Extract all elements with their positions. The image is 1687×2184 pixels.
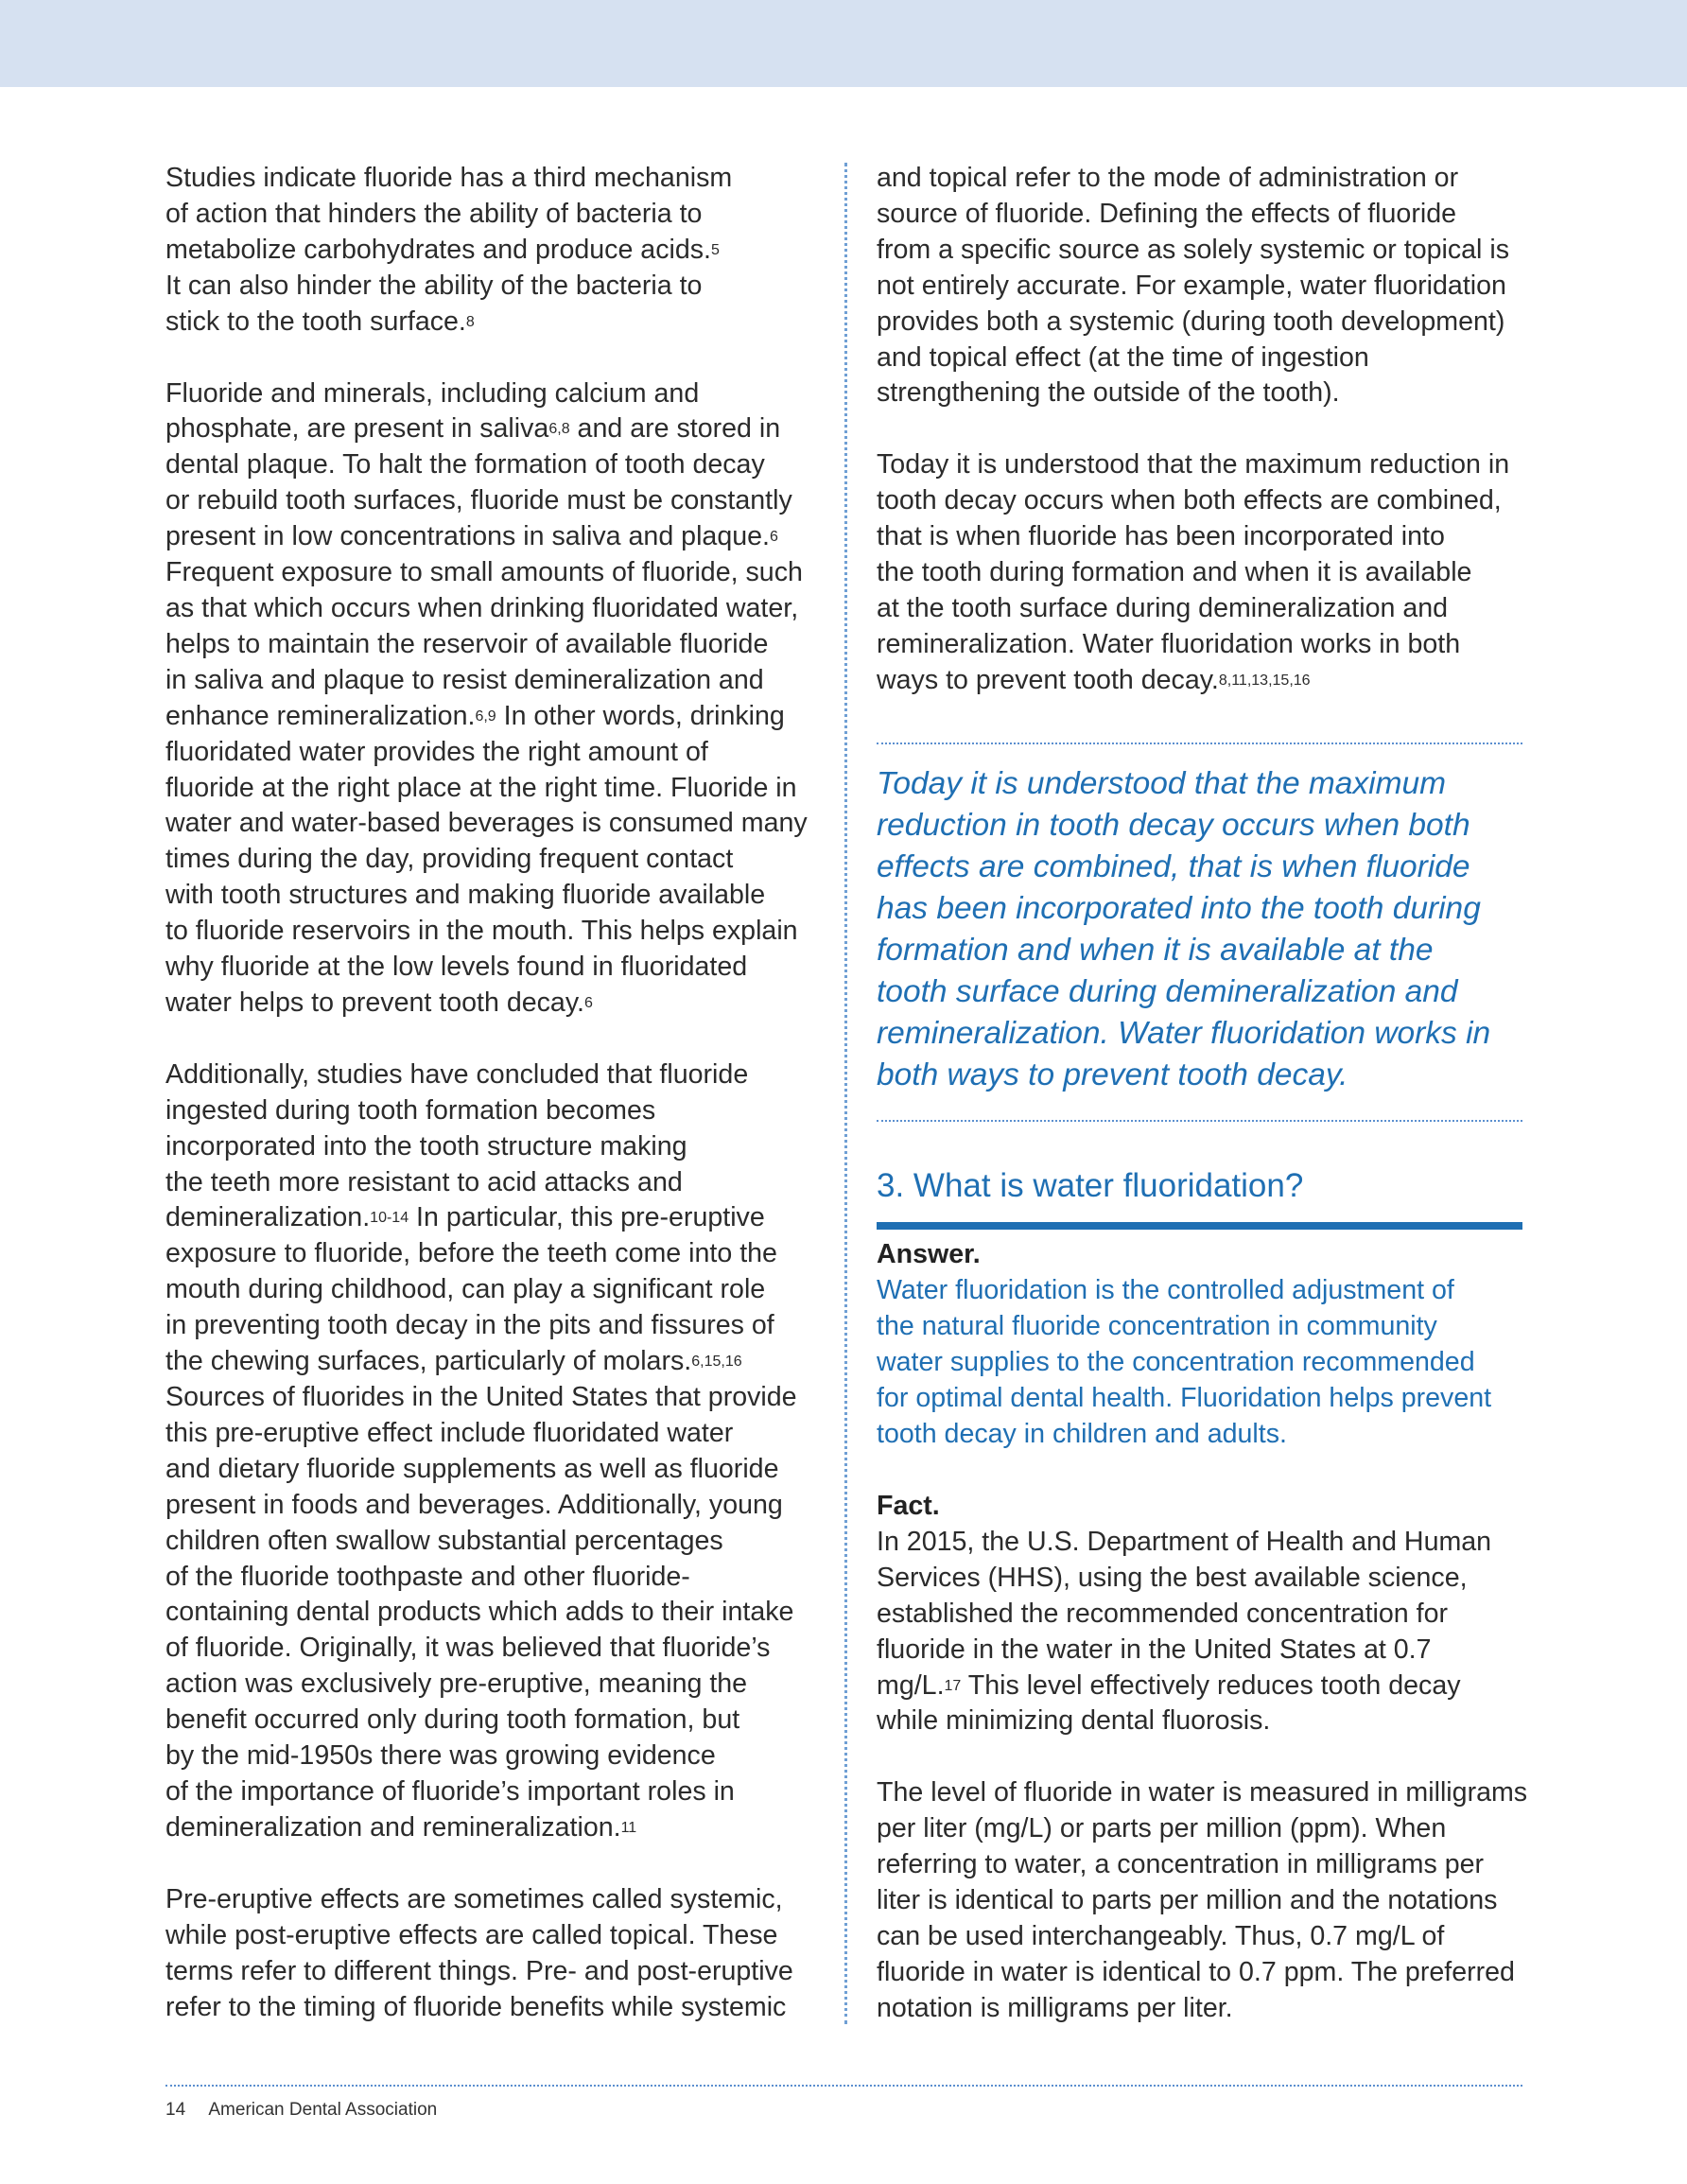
- page-number: 14: [165, 2100, 186, 2120]
- paragraph-mode-of-administration: and topical refer to the mode of administration or source of fluoride. Defining the effects of fluoride from a specific source as solely systemic or topical is not entirely accurate. For example, water fluoridation provides both a systemic (during tooth development) and topical effect (at the time of ingestion strengthening the outside of the tooth).: [877, 163, 1509, 409]
- right-column: [877, 161, 1529, 699]
- top-header-band: [0, 0, 1687, 87]
- fact-paragraph-1: In 2015, the U.S. Department of Health and Human Services (HHS), using the best available science, established the recommended concentration for fluoride in the water in the United States at 0.7 mg/L.$^{17}$ This level effectively reduces tooth decay while minimizing dental fluorosis.: [877, 1526, 1492, 1737]
- paragraph-third-mechanism: Studies indicate fluoride has a third mechanism of action that hinders the ability of bacteria to metabolize carbohydrates and produce acids.$^5$ It can also hinder the ability of the bacteria to stick to the tooth surface.$^8$: [165, 163, 733, 337]
- column-divider: [844, 163, 847, 2024]
- fact-paragraph-2: The level of fluoride in water is measured in milligrams per liter (mg/L) or parts per million (ppm). When referring to water, a concentration in milligrams per liter is identical to parts per million and the notations can be used interchangeably. Thus, 0.7 mg/L of fluoride in water is identical to 0.7 ppm. The preferred notation is milligrams per liter.: [877, 1777, 1528, 2023]
- pull-quote-top-rule: [877, 743, 1522, 744]
- footer-organization: American Dental Association: [208, 2100, 438, 2120]
- fact-block: [877, 1489, 1539, 2027]
- footer-rule: [165, 2085, 1522, 2087]
- paragraph-maximum-reduction: Today it is understood that the maximum reduction in tooth decay occurs when both effects are combined, that is when fluoride has been incorporated into the tooth during formation and when it is available at the tooth surface during demineralization and remineralization. Water fluoridation works in both ways to prevent tooth decay.$^{8,11,13,15,16}$: [877, 449, 1510, 695]
- pull-quote: Today it is understood that the maximum reduction in tooth decay occurs when both effects are combined, that is when fluoride has been incorporated into the tooth during formation and when it is available at the tooth surface during demineralization and remineralization. Water fluoridation works in both ways to prevent tooth decay.: [877, 766, 1491, 1092]
- paragraph-fluoride-minerals: Fluoride and minerals, including calcium and phosphate, are present in saliva$^{6,8}$ and are stored in dental plaque. To halt the formation of tooth decay or rebuild tooth surfaces, fluoride must be constantly present in low concentrations in saliva and plaque.$^6$ Frequent exposure to small amounts of fluoride, such as that which occurs when drinking fluoridated water, helps to maintain the reservoir of available fluoride in saliva and plaque to resist demineralization and enhance remineralization.$^{6,9}$ In other words, drinking fluoridated water provides the right amount of fluoride at the right place at the right time. Fluoride in water and water-based beverages is consumed many times during the day, providing frequent contact with tooth structures and making fluoride available to fluoride reservoirs in the mouth. This helps explain why fluoride at the low levels found in fluoridated water helps to prevent tooth decay.$^6$: [165, 377, 808, 1018]
- answer-block: [877, 1237, 1539, 1452]
- paragraph-pre-eruptive: Additionally, studies have concluded that fluoride ingested during tooth formation becomes incorporated into the tooth structure making the teeth more resistant to acid attacks and demineralization.$^{10-14}$ In particular, this pre-eruptive exposure to fluoride, before the teeth come into the mouth during childhood, can play a significant role in preventing tooth decay in the pits and fissures of the chewing surfaces, particularly of molars.$^{6,15,16}$ Sources of fluorides in the United States that provide this pre-eruptive effect include fluoridated water and dietary fluoride supplements as well as fluoride present in foods and beverages. Additionally, young children often swallow substantial percentages of the fluoride toothpaste and other fluoride- containing dental products which adds to their intake of fluoride. Originally, it was believed that fluoride’s action was exclusively pre-eruptive, meaning the benefit occurred only during tooth formation, but by the mid-1950s there was growing evidence of the importance of fluoride’s important roles in demineralization and remineralization.$^{11}$: [165, 1058, 797, 1843]
- left-column: [165, 161, 827, 2025]
- answer-text: Water fluoridation is the controlled adjustment of the natural fluoride concentration in community water supplies to the concentration recommended for optimal dental health. Fluoridation helps prevent tooth decay in children and adults.: [877, 1274, 1492, 1449]
- section-heading: 3. What is water fluoridation?: [877, 1167, 1304, 1204]
- page-footer: [165, 2098, 437, 2123]
- section-heading-bar: [877, 1222, 1522, 1230]
- pull-quote-bottom-rule: [877, 1120, 1522, 1122]
- answer-label: Answer.: [877, 1239, 981, 1269]
- fact-label: Fact.: [877, 1491, 940, 1521]
- paragraph-systemic-topical: Pre-eruptive effects are sometimes called systemic, while post-eruptive effects are called topical. These terms refer to different things. Pre- and post-eruptive refer to the timing of fluoride benefits while systemic: [165, 1883, 793, 2022]
